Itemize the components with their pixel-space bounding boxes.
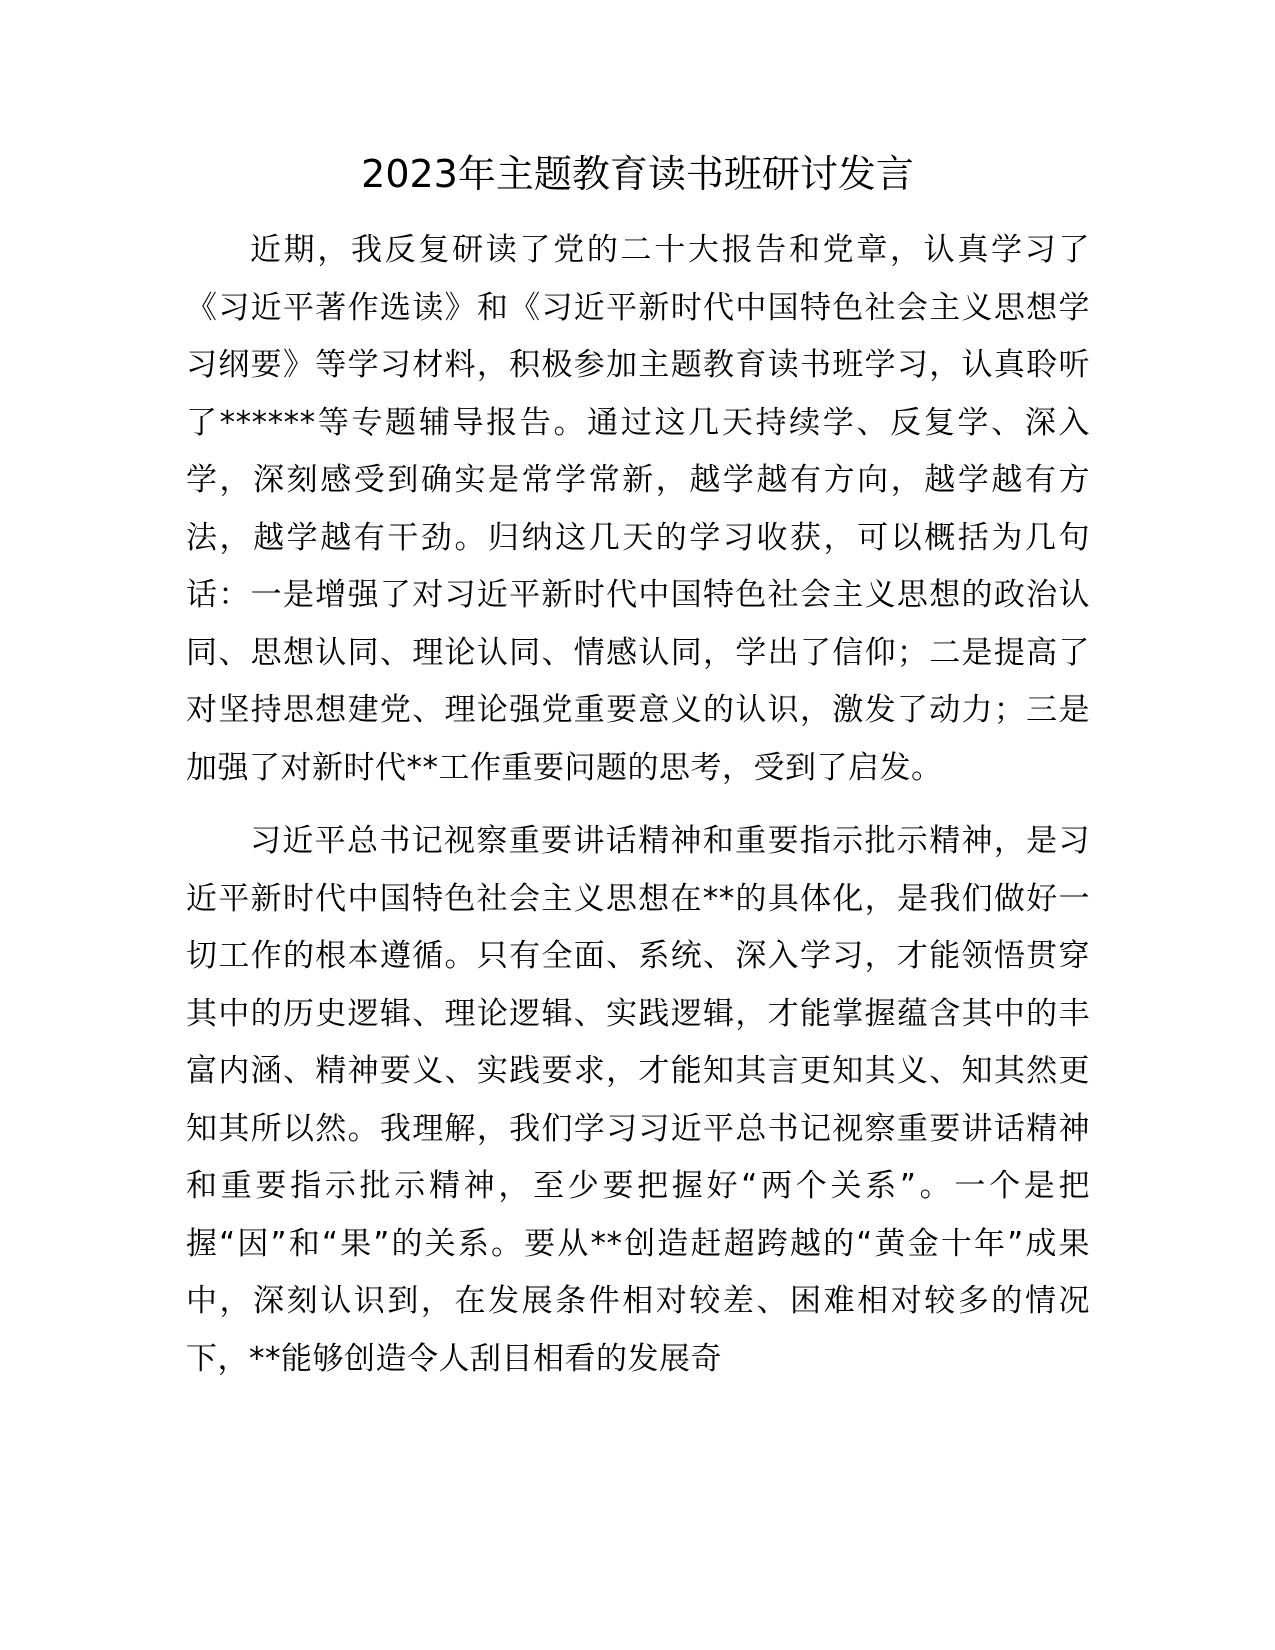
paragraph-1: 近期，我反复研读了党的二十大报告和党章，认真学习了《习近平著作选读》和《习近平新时代中国特色社会主义思想学习纲要》等学习材料，积极参加主题教育读书班学习，认真聆听了******等专题辅导报告。通过这几天持续学、反复学、深入学，深刻感受到确实是常学常新，越学越有方向，越学越有方法，越学越有干劲。归纳这几天的学习收获，可以概括为几句话：一是增强了对习近平新时代中国特色社会主义思想的政治认同、思想认同、理论认同、情感认同，学出了信仰；二是提高了对坚持思想建党、理论强党重要意义的认识，激发了动力；三是加强了对新时代**工作重要问题的思考，受到了启发。 bbox=[186, 232, 1090, 786]
document-title: 2023年主题教育读书班研讨发言 bbox=[361, 152, 914, 196]
paragraph-2: 习近平总书记视察重要讲话精神和重要指示批示精神，是习近平新时代中国特色社会主义思想在**的具体化，是我们做好一切工作的根本遵循。只有全面、系统、深入学习，才能领悟贯穿其中的历史逻辑、理论逻辑、实践逻辑，才能掌握蕴含其中的丰富内涵、精神要义、实践要求，才能知其言更知其义、知其然更知其所以然。我理解，我们学习习近平总书记视察重要讲话精神和重要指示批示精神，至少要把握好“两个关系”。一个是把握“因”和“果”的关系。要从**创造赶超跨越的“黄金十年”成果中，深刻认识到，在发展条件相对较差、困难相对较多的情况下，**能够创造令人刮目相看的发展奇 bbox=[186, 823, 1090, 1377]
document-body bbox=[186, 222, 1090, 1404]
